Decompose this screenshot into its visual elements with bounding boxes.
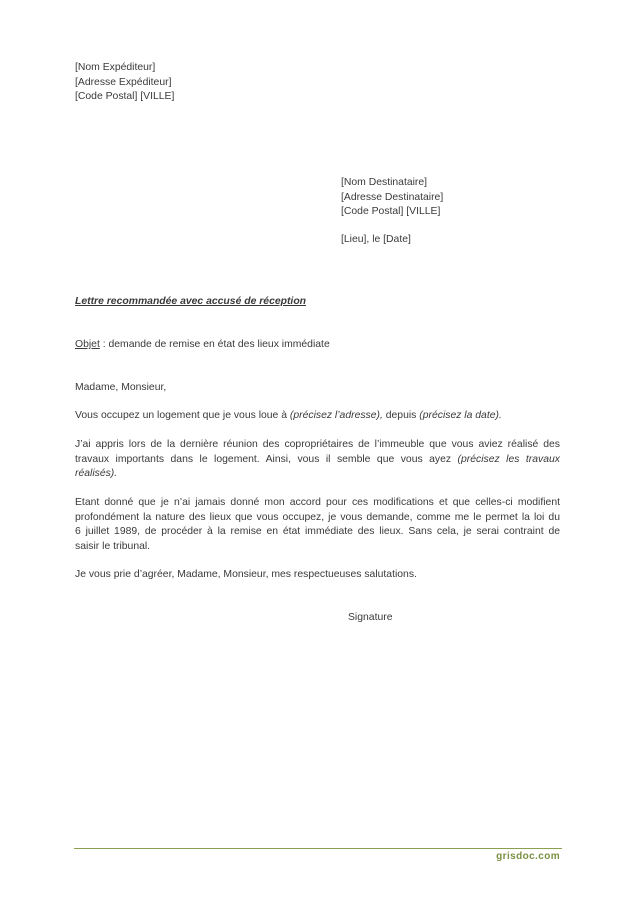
paragraph-2-line-2-italic: (précisez les travaux [457, 453, 560, 465]
paragraph-2-line-1: J’ai appris lors de la dernière réunion des copropriétaires de l’immeuble que vous aviez réalisé des [75, 439, 560, 450]
paragraph-3 [75, 496, 560, 554]
paragraph-1-italic-b: (précisez la date). [419, 410, 502, 421]
paragraph-1 [75, 409, 560, 424]
subject-label: Objet [75, 339, 100, 350]
paragraph-1-italic-a: (précisez l’adresse), [289, 410, 383, 421]
recipient-address: [Adresse Destinataire] [341, 191, 444, 203]
registered-mail-heading: Lettre recommandée avec accusé de réception [75, 296, 307, 307]
closing-formula: Je vous prie d’agréer, Madame, Monsieur, mes respectueuses salutations. [75, 569, 417, 580]
signature: Signature [348, 612, 393, 623]
recipient-name: [Nom Destinataire] [341, 177, 428, 188]
paragraph-2-line-2-text: travaux importants dans le logement. Ainsi, vous il semble que vous ayez [75, 453, 458, 465]
subject-line [75, 338, 330, 353]
paragraph-3-line-3: 6 juillet 1989, de procéder à la remise en état immédiate des lieux. Sans cela, je serai contraint de [75, 526, 560, 538]
paragraph-1-text-b: depuis [382, 410, 420, 421]
paragraph-3-line-1: Etant donné que je n’ai jamais donné mon accord pour ces modifications et que celles-ci modifient [75, 497, 560, 508]
sender-block [75, 61, 174, 105]
greeting: Madame, Monsieur, [75, 382, 167, 393]
paragraph-2-line-3-italic: réalisés). [75, 468, 118, 480]
sender-address: [Adresse Expéditeur] [75, 76, 172, 88]
paragraph-3-line-2: profondément la nature des lieux que vous occupez, je vous demande, comme me le permet la loi du [75, 511, 560, 523]
footer-brand: grisdoc.com [496, 851, 560, 862]
paragraph-3-line-4: saisir le tribunal. [75, 540, 151, 552]
recipient-block [341, 176, 443, 220]
footer-divider [74, 848, 562, 849]
sender-city: [Code Postal] [VILLE] [75, 91, 175, 103]
paragraph-2-line-2 [75, 453, 560, 468]
sender-name: [Nom Expéditeur] [75, 62, 156, 73]
paragraph-2-line-3 [75, 467, 560, 482]
paragraph-1-text-a: Vous occupez un logement que je vous loue à [75, 410, 290, 421]
recipient-city: [Code Postal] [VILLE] [341, 206, 441, 218]
paragraph-2 [75, 438, 560, 482]
place-date: [Lieu], le [Date] [341, 234, 411, 245]
subject-text: : demande de remise en état des lieux immédiate [99, 339, 330, 350]
